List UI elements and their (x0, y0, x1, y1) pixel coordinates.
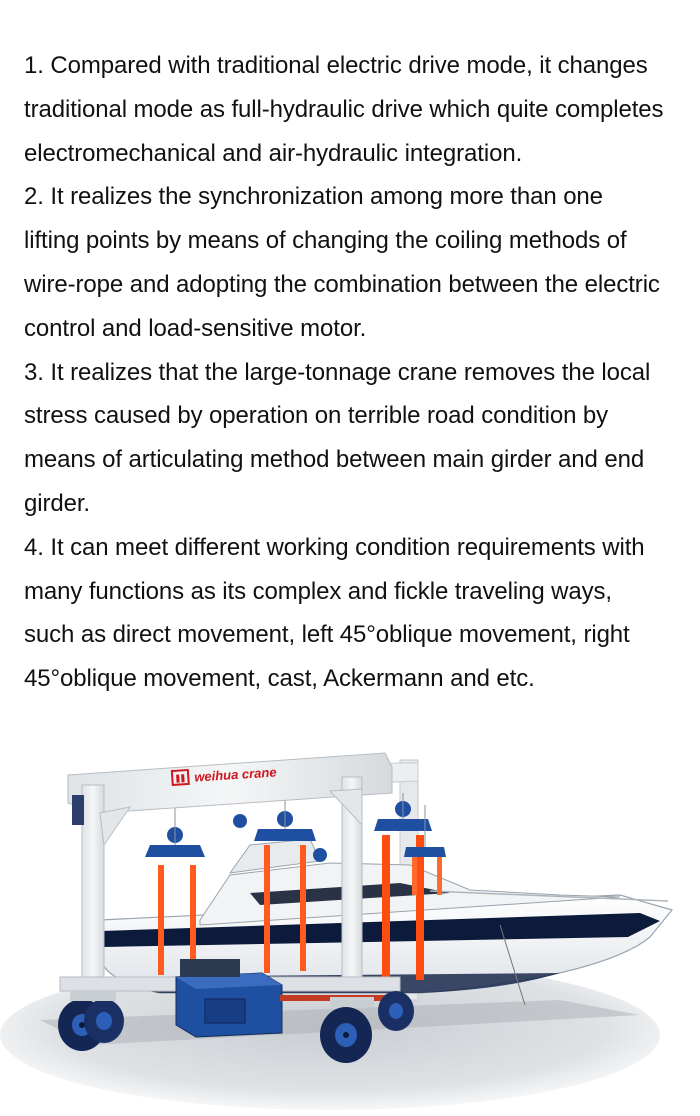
sling (190, 865, 196, 965)
feature-line: electromechanical and air-hydraulic integration. (24, 139, 523, 167)
sling (382, 835, 390, 985)
sling (437, 855, 442, 895)
feature-line: stress caused by operation on terrible road condition by (24, 402, 609, 430)
feature-line: control and load-sensitive motor. (24, 314, 367, 342)
sheave (313, 848, 327, 862)
feature-line: such as direct movement, left 45°oblique movement, right (24, 621, 630, 649)
cable-reel (72, 795, 84, 825)
feature-line: wire-rope and adopting the combination between the electric (24, 270, 660, 298)
hook-block (374, 819, 432, 831)
sling (158, 865, 164, 975)
sheave (233, 814, 247, 828)
feature-line: traditional mode as full-hydraulic drive which quite completes (24, 95, 664, 123)
wheel (320, 1007, 372, 1063)
feature-line: 3. It realizes that the large-tonnage crane removes the local (24, 358, 651, 386)
power-unit-panel (205, 999, 245, 1023)
hook-block (404, 847, 446, 857)
motor (180, 959, 240, 977)
boat-hoist-illustration (0, 715, 700, 1116)
feature-line: girder. (24, 489, 91, 517)
feature-list (24, 44, 700, 701)
hook-block (145, 845, 205, 857)
sling (412, 855, 417, 895)
feature-line: many functions as its complex and fickle traveling ways, (24, 577, 612, 605)
feature-line: 1. Compared with traditional electric drive mode, it changes (24, 52, 648, 79)
boat-hoist-photo (0, 715, 700, 1116)
knee-brace-left (100, 807, 130, 845)
feature-line: 45°oblique movement, cast, Ackermann and etc. (24, 665, 535, 693)
wheel (84, 999, 124, 1043)
sling (264, 845, 270, 973)
feature-line: lifting points by means of changing the coiling methods of (24, 227, 627, 255)
feature-line: 4. It can meet different working condition requirements with (24, 533, 645, 561)
bogie (70, 991, 116, 1001)
hook-block (254, 829, 316, 841)
feature-line: 2. It realizes the synchronization among more than one (24, 183, 603, 211)
bogie (330, 997, 374, 1007)
wheel (378, 991, 414, 1031)
brand-name: weihua crane (193, 764, 277, 785)
feature-line: means of articulating method between main girder and end (24, 446, 645, 474)
sling (300, 845, 306, 971)
